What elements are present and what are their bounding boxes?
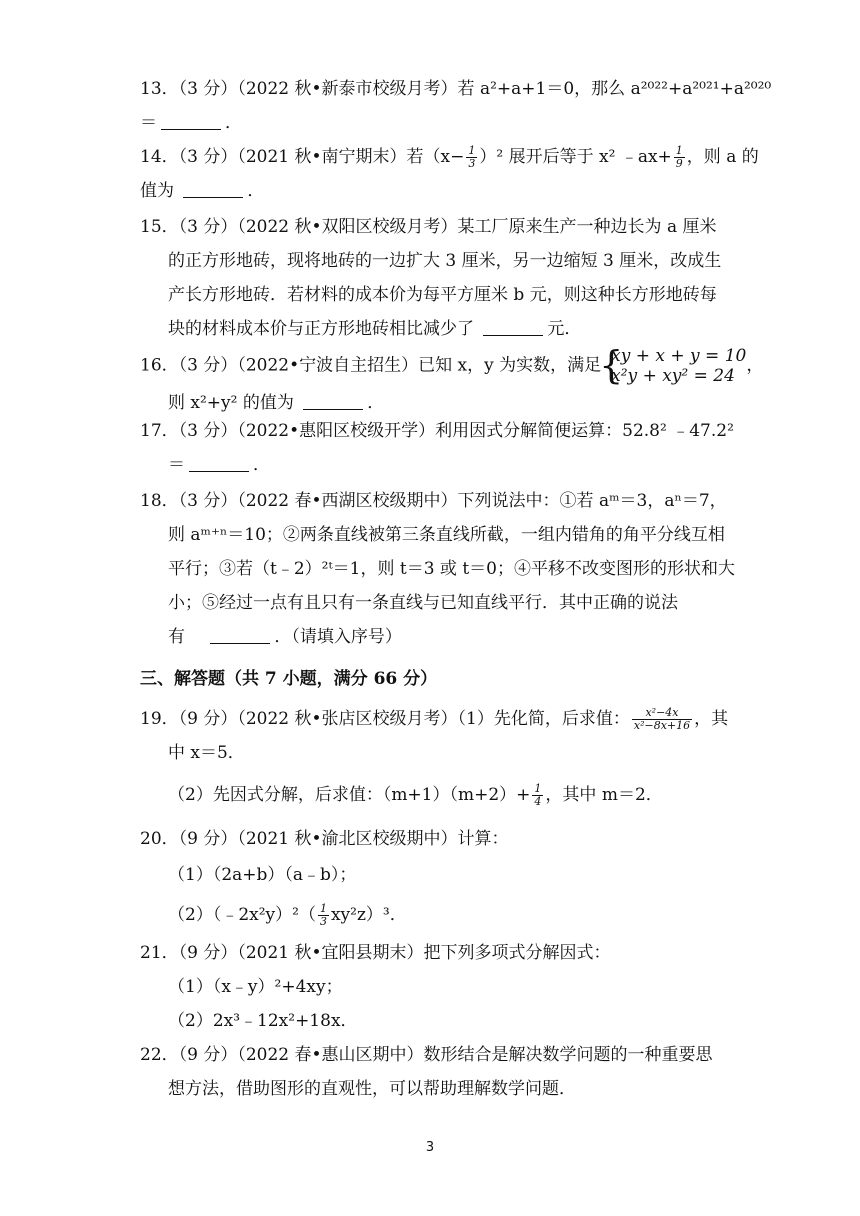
q13-equals: ＝	[140, 113, 157, 133]
q14-text: 14．（3 分）（2021 秋•南宁期末）若（x−	[140, 147, 465, 167]
q20-part2-end: xy²z）³．	[330, 905, 407, 925]
question-14: 14．（3 分）（2021 秋•南宁期末）若（x− $\frac{1}{3}$ ）² 展开后等于 x² ﹣ax+ $\frac{1}{9}$ ，则 a 的 值为 ．	[140, 144, 759, 201]
question-13: 13．（3 分）（2022 秋•新泰市校级月考）若 a²+a+1＝0，那么 a²⁰²²+a²⁰²¹+a²⁰²⁰ ＝ ．	[140, 79, 772, 133]
q16-end: ．	[367, 393, 385, 413]
q19-part2-end: ，其中 m＝2．	[545, 785, 663, 805]
q18-line2: 则 aᵐ⁺ⁿ＝10；②两条直线被第三条直线所截，一组内错角的角平分线互相	[168, 525, 725, 545]
fraction-one-third: $\frac{1}{3}$	[319, 902, 327, 928]
q15-unit: 元．	[547, 319, 582, 339]
answer-blank[interactable]	[161, 111, 221, 130]
q18-line1: 18．（3 分）（2022 春•西湖区校级期中）下列说法中：①若 aᵐ＝3，aⁿ＝7，	[140, 491, 727, 511]
q13-text-mid: +a+1＝0，那么	[496, 79, 631, 99]
q20-part2-text: （2）（﹣2x²y）²（	[168, 905, 316, 925]
q15-line3: 产长方形地砖．若材料的成本价为每平方厘米 b 元，则这种长方形地砖每	[168, 285, 717, 305]
question-16: 16．（3 分）（2022•宁波自主招生）已知 x，y 为实数，满足 { xy + x + y = 10 x²y + xy² = 24 ， 则 x²+y² 的值为 ．	[140, 346, 730, 420]
q21-line1: 21．（9 分）（2021 秋•宜阳县期末）把下列多项式分解因式：	[140, 943, 611, 963]
question-20	[140, 822, 730, 856]
q16-line2: 则 x²+y² 的值为	[168, 393, 300, 413]
q21-part2: （2）2x³﹣12x²+18x．	[168, 1011, 358, 1031]
q13-text: 13．（3 分）（2022 秋•新泰市校级月考）若	[140, 79, 480, 99]
answer-blank[interactable]	[210, 625, 270, 644]
q17-line1: 17．（3 分）（2022•惠阳区校级开学）利用因式分解简便运算：52.8² ﹣47.2²	[140, 421, 734, 441]
q19-line2: 中 x＝5．	[168, 743, 245, 763]
question-21	[140, 936, 730, 970]
q19-text: 19．（9 分）（2022 秋•张店区校级月考）（1）先化简，后求值：	[140, 709, 630, 729]
answer-blank[interactable]	[483, 317, 543, 336]
q20-part2	[168, 898, 407, 932]
page-number: 3	[425, 1140, 435, 1155]
q13-a-squared: a²	[479, 79, 497, 99]
question-15	[140, 210, 730, 346]
answer-blank[interactable]	[183, 179, 243, 198]
q19-part2	[168, 778, 663, 812]
q21-part1: （1）（x﹣y）²+4xy；	[168, 977, 343, 997]
q19-fraction: $\frac{\text{x²−4x}}{\text{x²−8x+16}}$	[633, 706, 691, 732]
q22-line2: 想方法，借助图形的直观性，可以帮助理解数学问题．	[168, 1079, 576, 1099]
question-18	[140, 484, 735, 654]
q15-line2: 的正方形地砖，现将地砖的一边扩大 3 厘米，另一边缩短 3 厘米，改成生	[168, 251, 722, 271]
question-22	[140, 1038, 730, 1106]
q15-line1: 15．（3 分）（2022 秋•双阳区校级月考）某工厂原来生产一种边长为 a 厘米	[140, 217, 717, 237]
fraction-one-ninth: $\frac{1}{9}$	[675, 144, 683, 170]
q16-text: 16．（3 分）（2022•宁波自主招生）已知 x，y 为实数，满足	[140, 355, 602, 376]
equation-1: { xy + x + y = 10	[611, 346, 747, 366]
section-heading: 三、解答题（共 7 小题，满分 66 分）	[140, 669, 438, 689]
q15-line4: 块的材料成本价与正方形地砖相比减少了	[168, 319, 480, 339]
q17-equals: ＝	[168, 455, 185, 475]
fraction-one-third: $\frac{1}{3}$	[468, 144, 476, 170]
q19-end: ，其	[694, 709, 729, 729]
q18-line4: 小；⑤经过一点有且只有一条直线与已知直线平行．其中正确的说法	[168, 593, 678, 613]
q20-line1: 20．（9 分）（2021 秋•渝北区校级期中）计算：	[140, 829, 509, 849]
answer-blank[interactable]	[303, 391, 363, 410]
fraction-one-quarter: $\frac{1}{4}$	[534, 782, 542, 808]
q18-line3: 平行；③若（t﹣2）²ᵗ＝1，则 t＝3 或 t＝0；④平移不改变图形的形状和大	[168, 559, 735, 579]
question-17: 17．（3 分）（2022•惠阳区校级开学）利用因式分解简便运算：52.8² ﹣47.2² ＝ ．	[140, 414, 730, 482]
q20-part1: （1）（2a+b）（a﹣b）；	[168, 865, 357, 885]
q22-line1: 22．（9 分）（2022 春•惠山区期中）数形结合是解决数学问题的一种重要思	[140, 1045, 713, 1065]
q18-line5: 有	[168, 627, 191, 647]
answer-blank[interactable]	[189, 453, 249, 472]
q14-text-end: ，则 a 的	[686, 147, 759, 167]
equation-2: x²y + xy² = 24	[611, 366, 735, 386]
q14-text-mid: ）² 展开后等于 x² ﹣ax+	[479, 147, 672, 167]
equation-system	[601, 346, 746, 386]
q18-hint: ．（请填入序号）	[274, 627, 402, 647]
q14-line2: 值为	[140, 181, 180, 201]
q19-part2-text: （2）先因式分解，后求值：（m+1）（m+2）+	[168, 785, 531, 805]
question-19	[140, 702, 730, 770]
q13-power-sum: a²⁰²²+a²⁰²¹+a²⁰²⁰	[630, 79, 772, 99]
